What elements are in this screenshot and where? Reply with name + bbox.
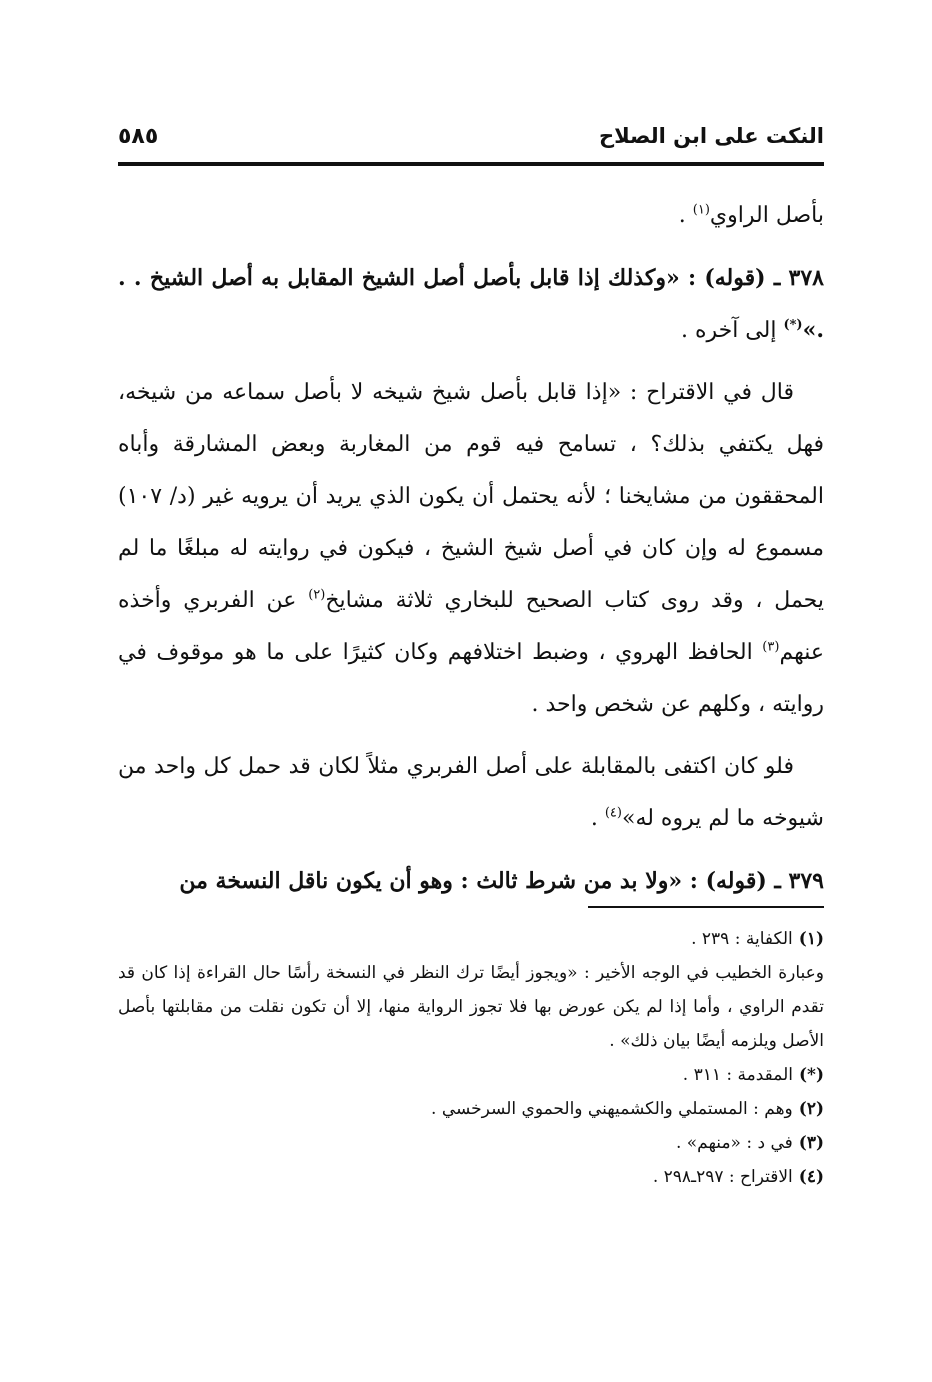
footnote-3: (٣)في د : «منهم» . bbox=[675, 1133, 824, 1153]
quote-paragraph-1: قال في الاقتراح : «إذا قابل بأصل شيخ شيخه لا بأصل سماعه من شيخه، فهل يكتفي بذلك؟ ، تسامح فيه قوم من المغاربة وبعض المشارقة وأباه المحققون من مشايخنا ؛ لأنه يحتمل أن يكون الذي يريد أن يرويه غير (د/ ١٠٧) مسموع له وإن كان في أصل شيخ الشيخ ، فيكون في روايته له مبلغًا ما لم يحمل ، وقد روى كتاب الصحيح للبخاري ثلاثة مشايخ$^{(٢)}$ عن الفربري وأخذه عنهم$^{(٣)}$ الحافظ الهروي ، وضبط اختلافهم وكان كثيرًا على ما هو موقوف في روايته ، وكلهم عن شخص واحد . bbox=[118, 380, 824, 717]
main-text bbox=[118, 190, 824, 917]
footnote-1-continued: وعبارة الخطيب في الوجه الأخير : «ويجوز أيضًا ترك النظر في النسخة رأسًا حال القراءة إذا كان قد تقدم الراوي ، وأما إذا لم يكن عورض بها فلا تجوز الرواية منها، إلا أن تكون نقلت من مقابلتها بأصل الأصل ويلزمه أيضًا بيان ذلك» . bbox=[118, 963, 824, 1051]
entry-379: ٣٧٩ ـ (قوله) : «ولا بد من شرط ثالث : وهو أن يكون ناقل النسخة من bbox=[179, 868, 824, 894]
footnote-ref-3: (٣) bbox=[762, 639, 780, 655]
footnotes bbox=[118, 922, 824, 1194]
footnote-ref-2: (٢) bbox=[308, 587, 326, 603]
entry-378: ٣٧٨ ـ (قوله) : «وكذلك إذا قابل بأصل أصل الشيخ المقابل به أصل الشيخ . . .»(*) إلى آخره . bbox=[118, 265, 824, 343]
page-number: ٥٨٥ bbox=[118, 124, 159, 149]
footnote-star: (*)المقدمة : ٣١١ . bbox=[682, 1065, 824, 1085]
footnote-rule bbox=[588, 906, 824, 908]
running-title: النكت على ابن الصلاح bbox=[598, 124, 824, 148]
running-header bbox=[118, 118, 824, 162]
continuation-line: بأصل الراوي$^{(١)}$ . bbox=[678, 202, 824, 228]
footnote-2: (٢)وهم : المستملي والكشميهني والحموي السرخسي . bbox=[431, 1099, 824, 1119]
footnote-ref-1: (١) bbox=[692, 202, 710, 218]
footnote-ref-4: (٤) bbox=[604, 805, 622, 821]
quote-paragraph-2: فلو كان اكتفى بالمقابلة على أصل الفربري مثلاً لكان قد حمل كل واحد من شيوخه ما لم يروه له»$^{(٤)}$ . bbox=[118, 754, 824, 831]
footnote-4: (٤)الاقتراح : ٢٩٧ـ٢٩٨ . bbox=[652, 1167, 824, 1187]
header-rule bbox=[118, 162, 824, 166]
footnote-ref-star: (*) bbox=[783, 317, 803, 333]
footnote-1: (١)الكفاية : ٢٣٩ . bbox=[691, 929, 824, 949]
